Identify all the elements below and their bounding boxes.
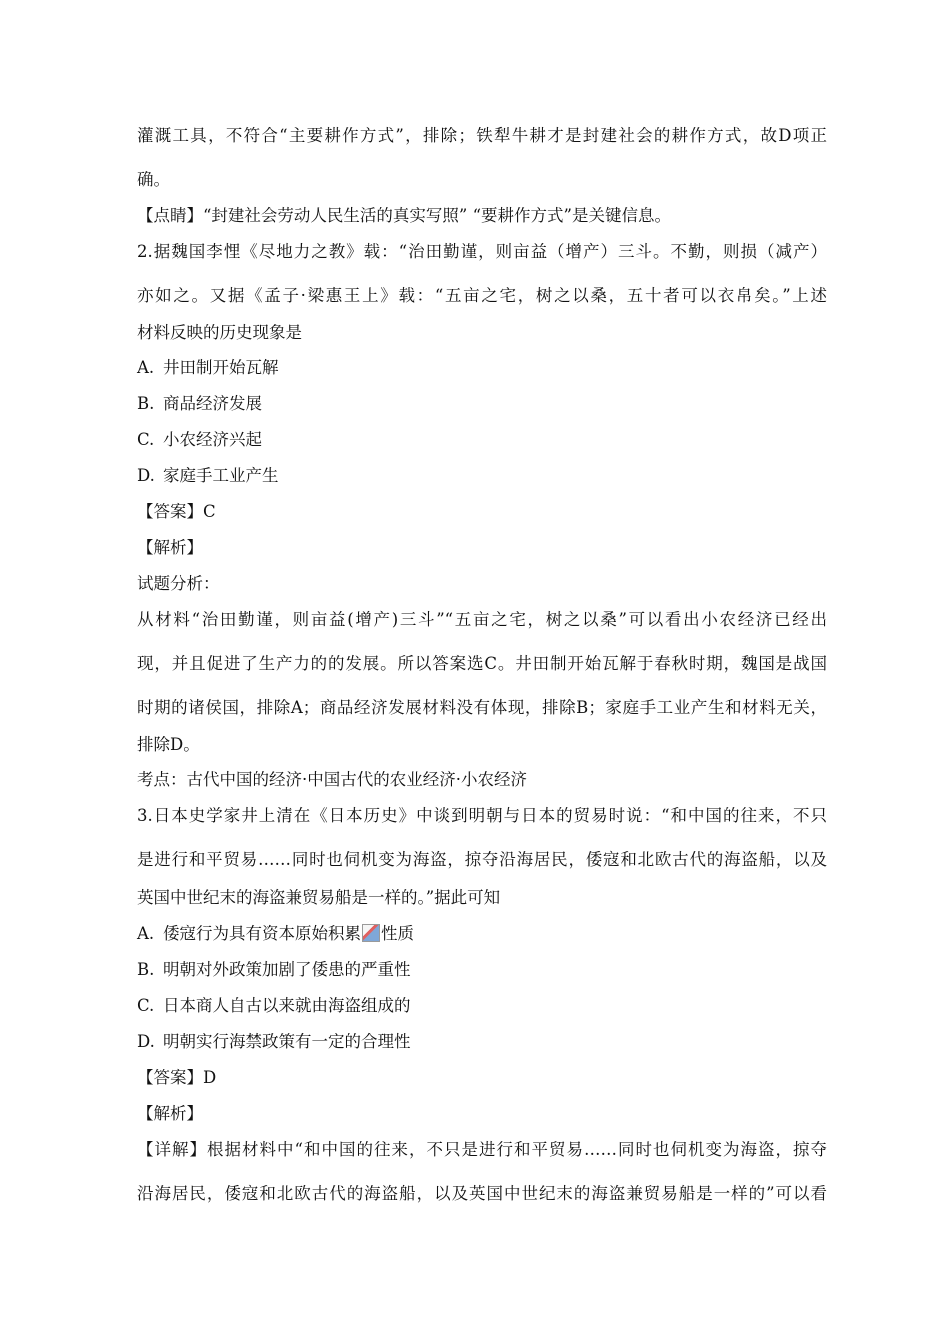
detail-text: 【详解】根据材料中“和中国的往来，不只是进行和平贸易……同时也伺机变为海盗，掠夺 — [137, 1140, 827, 1159]
option-text: 家庭手工业产生 — [163, 466, 279, 485]
question-3-stem: 3.日本史学家井上清在《日本历史》中谈到明朝与日本的贸易时说：“和中国的往来，不只 — [137, 806, 827, 825]
question-2-option-a — [137, 358, 827, 378]
question-2-option-b — [137, 394, 827, 414]
option-letter: D. — [137, 1032, 155, 1051]
text-line: 确。 — [137, 170, 170, 189]
analysis-heading: 【解析】 — [137, 1104, 203, 1123]
answer-line: 【答案】C — [137, 502, 216, 521]
option-letter: D. — [137, 466, 155, 485]
option-letter: A. — [137, 358, 155, 377]
analysis-label: 试题分析： — [137, 574, 220, 593]
answer-line: 【答案】D — [137, 1068, 217, 1087]
option-text: 井田制开始瓦解 — [163, 358, 279, 377]
option-letter: B. — [137, 394, 155, 413]
option-text: 小农经济兴起 — [163, 430, 262, 449]
question-2-option-d — [137, 466, 827, 486]
detail-text: 沿海居民，倭寇和北欧古代的海盗船，以及英国中世纪末的海盗兼贸易船是一样的”可以看 — [137, 1184, 827, 1203]
option-text: 明朝对外政策加剧了倭患的严重性 — [163, 960, 411, 979]
question-2-stem: 材料反映的历史现象是 — [137, 323, 302, 342]
analysis-text: 时期的诸侯国，排除A；商品经济发展材料没有体现，排除B；家庭手工业产生和材料无关， — [137, 698, 827, 717]
question-3-option-b — [137, 960, 827, 980]
question-2-stem: 2.据魏国李悝《尽地力之教》载：“治田勤谨，则亩益（增产）三斗。不勤，则损（减产） — [137, 242, 827, 261]
question-3-option-a — [137, 924, 827, 944]
option-text: 性质 — [381, 924, 414, 943]
analysis-text: 从材料“治田勤谨，则亩益(增产)三斗”“五亩之宅，树之以桑”可以看出小农经济已经出 — [137, 610, 827, 629]
option-letter: C. — [137, 996, 155, 1015]
option-text: 明朝实行海禁政策有一定的合理性 — [163, 1032, 411, 1051]
knowledge-point: 考点：古代中国的经济·中国古代的农业经济·小农经济 — [137, 770, 527, 789]
option-text: 商品经济发展 — [163, 394, 262, 413]
option-text: 日本商人自古以来就由海盗组成的 — [163, 996, 411, 1015]
text-line: 灌溉工具，不符合“主要耕作方式”，排除；铁犁牛耕才是封建社会的耕作方式，故D项正 — [137, 126, 827, 145]
option-text: 倭寇行为具有资本原始积累 — [163, 924, 361, 943]
question-2-option-c — [137, 430, 827, 450]
analysis-heading: 【解析】 — [137, 538, 203, 557]
question-3-stem: 是进行和平贸易……同时也伺机变为海盗，掠夺沿海居民，倭寇和北欧古代的海盗船，以及 — [137, 850, 827, 869]
question-3-option-c — [137, 996, 827, 1016]
option-letter: B. — [137, 960, 155, 979]
analysis-text: 现，并且促进了生产力的的发展。所以答案选C。井田制开始瓦解于春秋时期，魏国是战国 — [137, 654, 827, 673]
option-letter: A. — [137, 924, 155, 943]
remark-line: 【点睛】“封建社会劳动人民生活的真实写照” “要耕作方式”是关键信息。 — [137, 206, 671, 225]
question-3-stem: 英国中世纪末的海盗兼贸易船是一样的。”据此可知 — [137, 888, 501, 907]
question-3-option-d — [137, 1032, 827, 1052]
question-2-stem: 亦如之。又据《孟子·梁惠王上》载：“五亩之宅，树之以桑，五十者可以衣帛矣。”上述 — [137, 286, 827, 305]
analysis-text: 排除D。 — [137, 735, 200, 754]
broken-image-icon — [362, 924, 380, 942]
option-letter: C. — [137, 430, 155, 449]
